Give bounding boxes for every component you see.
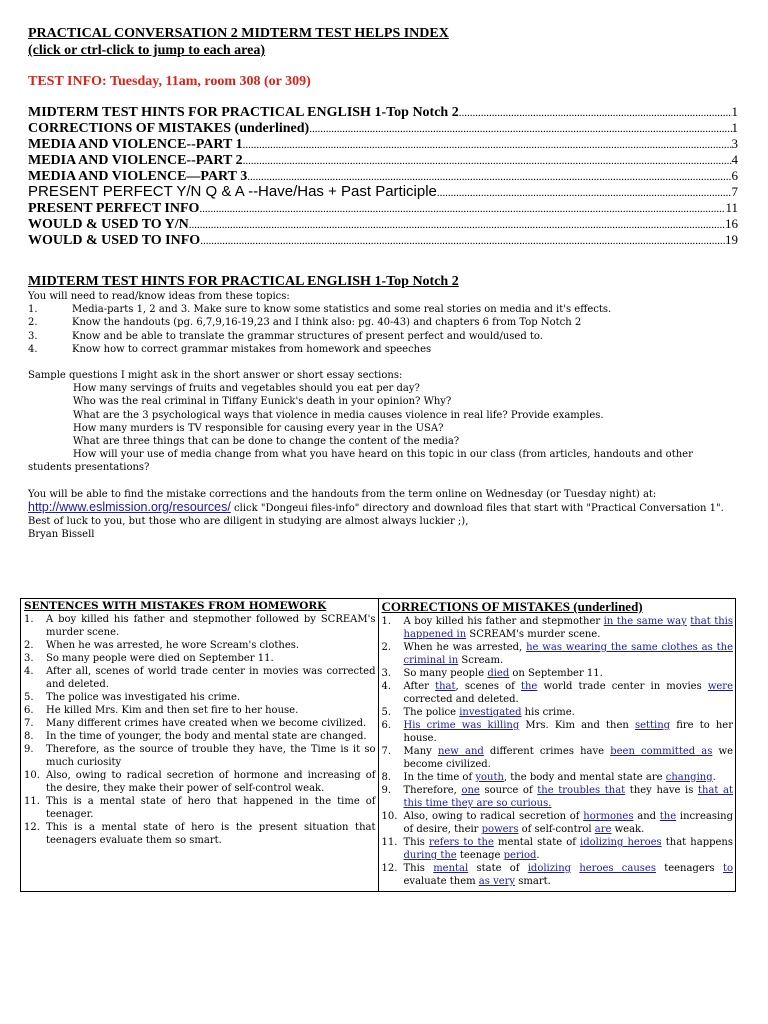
toc-label[interactable]: MEDIA AND VIOLENCE--PART 1 <box>28 137 243 152</box>
text-fragment: on September 11. <box>509 668 603 679</box>
mistake-item <box>24 704 376 717</box>
text-fragment: . <box>536 850 540 861</box>
mistake-text: When he was arrested, he wore Scream's clothes. <box>46 640 300 651</box>
closing-text: Best of luck to you, but those who are diligent in studying are almost always luckier ;), <box>28 516 469 528</box>
list-item <box>28 330 738 343</box>
toc-entry-would-info[interactable] <box>28 232 738 248</box>
corrected-phrase: investigated <box>459 707 522 718</box>
item-text: Know how to correct grammar mistakes from homework and speeches <box>72 343 432 355</box>
mistake-text: Therefore, as the source of trouble they have, the Time is it so much curiosity <box>46 744 376 768</box>
text-fragment: , scenes of <box>455 681 521 692</box>
toc-entry-hints[interactable] <box>28 104 738 120</box>
corrected-phrase: powers <box>481 824 519 835</box>
correction-text <box>404 745 734 771</box>
item-number: 1. <box>381 616 392 627</box>
mistake-item <box>24 821 376 847</box>
text-fragment: When he was arrested, <box>403 642 527 653</box>
corrected-phrase: been committed as <box>610 746 713 757</box>
corrected-phrase: that at this time they are so curious. <box>403 785 733 809</box>
signature: Bryan Bissell <box>28 529 95 541</box>
toc-leader <box>247 169 731 184</box>
toc-label[interactable]: PRESENT PERFECT Y/N Q & A --Have/Has + Past Participle <box>28 184 437 200</box>
corrected-phrase: died <box>487 668 510 679</box>
correction-item <box>382 836 734 862</box>
correction-item <box>382 641 734 667</box>
toc-entry-media-2[interactable] <box>28 152 738 168</box>
corrected-phrase: to <box>722 863 733 874</box>
text-fragment: . <box>712 772 716 783</box>
corrected-phrase: that this happened in <box>403 616 733 640</box>
hints-section <box>28 290 738 541</box>
sample-intro: Sample questions I might ask in the short answer or short essay sections: <box>28 370 403 382</box>
toc-leader <box>459 105 732 120</box>
toc-leader <box>309 121 731 136</box>
toc-entry-media-3[interactable] <box>28 168 738 184</box>
online-text: You will be able to find the mistake corrections and the handouts from the term online on Wednesday (or Tuesday night) at: <box>28 488 657 500</box>
mistake-text: In the time of younger, the body and mental state are changed. <box>46 731 367 742</box>
corrected-phrase: setting <box>634 720 671 731</box>
text-fragment: they have is <box>625 785 698 796</box>
hints-intro: You will need to read/know ideas from these topics: <box>28 291 290 302</box>
mistake-item <box>24 639 376 652</box>
toc-page: 3 <box>731 136 738 151</box>
mistake-text: This is a mental state of hero is the present situation that teenagers evaluate them so smart. <box>46 822 376 846</box>
item-number: 4. <box>381 681 392 692</box>
toc-label[interactable]: MIDTERM TEST HINTS FOR PRACTICAL ENGLISH 1-Top Notch 2 <box>28 105 459 120</box>
page-title: PRACTICAL CONVERSATION 2 MIDTERM TEST HELPS INDEX <box>28 26 449 41</box>
toc-label[interactable]: WOULD & USED TO Y/N <box>28 217 189 232</box>
correction-text <box>404 719 734 745</box>
text-fragment: fire to her house. <box>403 720 733 744</box>
mistake-item <box>24 665 376 691</box>
toc-entry-present-perfect-info[interactable] <box>28 200 738 216</box>
mistake-text: He killed Mrs. Kim and then set fire to her house. <box>46 705 299 716</box>
text-fragment: world trade center in movies <box>537 681 708 692</box>
corrected-phrase: the <box>659 811 677 822</box>
corrected-phrase: refers to the <box>429 837 494 848</box>
mistakes-list <box>24 613 376 847</box>
text-fragment: and <box>633 811 660 822</box>
correction-item <box>382 771 734 784</box>
toc-label[interactable]: MEDIA AND VIOLENCE--PART 2 <box>28 153 243 168</box>
hints-heading: MIDTERM TEST HINTS FOR PRACTICAL ENGLISH 1-Top Notch 2 <box>28 274 459 289</box>
item-number: 12. <box>24 822 40 833</box>
mistake-item <box>24 613 376 639</box>
mistake-text: The police was investigated his crime. <box>46 692 241 703</box>
toc-page: 1 <box>731 104 738 119</box>
correction-text <box>404 784 734 810</box>
corrections-list <box>382 615 734 888</box>
corrected-phrase: were <box>707 681 734 692</box>
question-item: What are three things that can be done to change the content of the media? <box>73 436 460 448</box>
item-text: Media-parts 1, 2 and 3. Make sure to know some statistics and some real stories on media and it's effects. <box>72 304 612 316</box>
correction-text <box>404 862 734 888</box>
toc-leader <box>243 137 732 152</box>
text-fragment: teenagers <box>655 863 723 874</box>
toc-leader <box>199 201 725 216</box>
question-item: How will your use of media change from what you have heard on this topic in our class (from articles, handouts and other students presentations? <box>28 449 693 474</box>
mistake-item <box>24 795 376 821</box>
text-fragment: In the time of <box>403 772 476 783</box>
text-fragment: So many people <box>403 668 488 679</box>
text-fragment: increasing of desire, their <box>403 811 733 835</box>
item-number: 1. <box>28 304 38 316</box>
text-fragment: corrected and deleted. <box>403 694 519 705</box>
corrected-phrase: the <box>520 681 538 692</box>
mistakes-heading: SENTENCES WITH MISTAKES FROM HOMEWORK <box>24 600 327 612</box>
correction-text <box>404 771 734 784</box>
item-number: 10. <box>381 811 398 822</box>
toc-entry-would-yn[interactable] <box>28 216 738 232</box>
mistake-text: After all, scenes of world trade center in movies was corrected and deleted. <box>46 666 376 690</box>
correction-text <box>404 615 734 641</box>
item-number: 8. <box>381 772 392 783</box>
correction-text <box>404 836 734 862</box>
question-item: Who was the real criminal in Tiffany Eunick's death in your opinion? Why? <box>73 396 452 408</box>
mistake-text: This is a mental state of hero that happened in the time of teenager. <box>46 796 376 820</box>
correction-item <box>382 706 734 719</box>
item-number: 4. <box>28 343 38 355</box>
corrected-phrase: in the same way <box>603 616 687 627</box>
question-item: What are the 3 psychological ways that violence in media causes violence in real life? Provide examples. <box>73 409 604 421</box>
text-fragment: A boy killed his father and stepmother <box>403 616 604 627</box>
item-number: 3. <box>24 653 34 664</box>
text-fragment: This <box>403 837 430 848</box>
corrections-heading: CORRECTIONS OF MISTAKES (underlined) <box>381 599 643 614</box>
item-number: 9. <box>24 744 34 755</box>
text-fragment: source of <box>479 785 538 796</box>
corrected-phrase: are <box>594 824 612 835</box>
corrected-phrase: during the <box>403 850 457 861</box>
toc-page: 19 <box>725 232 738 247</box>
question-item: How many servings of fruits and vegetables should you eat per day? <box>73 383 420 395</box>
corrected-phrase: idolizing <box>527 863 572 874</box>
corrected-phrase: new and <box>437 746 484 757</box>
correction-text <box>404 706 734 719</box>
toc-label[interactable]: CORRECTIONS OF MISTAKES (underlined) <box>28 121 310 136</box>
corrected-phrase: that <box>435 681 456 692</box>
corrected-phrase: heroes causes <box>579 863 656 874</box>
corrected-phrase: as very <box>478 876 516 887</box>
item-number: 2. <box>24 640 34 651</box>
text-fragment: SCREAM's murder scene. <box>466 629 601 640</box>
url-line <box>28 501 738 515</box>
item-number: 2. <box>28 317 38 329</box>
item-number: 3. <box>381 668 392 679</box>
mistake-text: Many different crimes have created when we become civilized. <box>46 718 367 729</box>
url-instructions: click "Dongeui files-info" directory and download files that start with "Practical Conversation 1". <box>230 502 724 514</box>
correction-item <box>382 680 734 706</box>
mistake-item <box>24 730 376 743</box>
corrected-phrase: youth <box>475 772 504 783</box>
text-fragment: This <box>403 863 434 874</box>
table-of-contents <box>28 104 738 248</box>
list-item <box>28 316 738 329</box>
toc-page: 6 <box>731 168 738 183</box>
question-item: How many murders is TV responsible for causing every year in the USA? <box>73 422 444 434</box>
text-fragment: of self-control <box>518 824 595 835</box>
correction-item <box>382 810 734 836</box>
corrections-column <box>378 599 736 892</box>
correction-item <box>382 719 734 745</box>
toc-entry-media-1[interactable] <box>28 136 738 152</box>
corrections-table <box>20 598 736 892</box>
correction-text <box>404 667 734 680</box>
mistake-text: So many people were died on September 11. <box>46 653 274 664</box>
toc-leader <box>437 185 732 200</box>
correction-text <box>404 810 734 836</box>
item-number: 1. <box>24 614 34 625</box>
item-number: 3. <box>28 330 38 342</box>
corrected-phrase: hormones <box>583 811 634 822</box>
text-fragment: Scream. <box>458 655 504 666</box>
mistake-item <box>24 769 376 795</box>
corrected-phrase: one <box>461 785 480 796</box>
text-fragment: After <box>403 681 436 692</box>
toc-page: 16 <box>725 216 738 231</box>
item-number: 5. <box>381 707 392 718</box>
toc-page: 4 <box>731 152 738 167</box>
corrected-phrase: His crime was killing <box>403 720 520 731</box>
toc-page: 1 <box>731 120 738 135</box>
toc-page: 7 <box>731 184 738 199</box>
document-page <box>28 26 738 541</box>
toc-entry-corrections[interactable] <box>28 120 738 136</box>
correction-item <box>382 667 734 680</box>
text-fragment: Also, owing to radical secretion of <box>403 811 584 822</box>
text-fragment: mental state of <box>493 837 581 848</box>
list-item <box>28 303 738 316</box>
item-number: 7. <box>381 746 392 757</box>
toc-page: 11 <box>725 200 738 215</box>
toc-entry-present-perfect-yn[interactable] <box>28 184 738 200</box>
correction-item <box>382 615 734 641</box>
test-info: TEST INFO: Tuesday, 11am, room 308 (or 309) <box>28 74 311 89</box>
mistake-text: Also, owing to radical secretion of hormone and increasing of the desire, they make their power of self-control weak. <box>46 770 376 794</box>
toc-label[interactable]: MEDIA AND VIOLENCE—PART 3 <box>28 169 248 184</box>
list-item <box>28 343 738 356</box>
item-number: 11. <box>24 796 40 807</box>
item-number: 5. <box>24 692 34 703</box>
item-number: 11. <box>381 837 398 848</box>
corrected-phrase: he was wearing the same clothes as the criminal in <box>403 642 733 666</box>
text-fragment: state of <box>468 863 528 874</box>
toc-leader <box>189 217 725 232</box>
correction-text <box>404 641 734 667</box>
corrected-phrase: changing <box>665 772 713 783</box>
text-fragment: evaluate them <box>403 876 479 887</box>
correction-item <box>382 784 734 810</box>
item-number: 2. <box>381 642 392 653</box>
item-text: Know the handouts (pg. 6,7,9,16-19,23 and I think also: pg. 40-43) and chapters 6 from Top Notch 2 <box>72 317 582 329</box>
corrected-phrase: the troubles that <box>537 785 626 796</box>
text-fragment: we become civilized. <box>403 746 734 770</box>
toc-label[interactable]: PRESENT PERFECT INFO <box>28 201 200 216</box>
item-number: 7. <box>24 718 34 729</box>
topics-list <box>28 303 738 356</box>
item-number: 9. <box>381 785 392 796</box>
text-fragment: his crime. <box>521 707 575 718</box>
corrected-phrase: idolizing heroes <box>580 837 662 848</box>
item-number: 6. <box>24 705 34 716</box>
text-fragment: Therefore, <box>403 785 462 796</box>
sample-questions <box>28 382 738 474</box>
resources-link[interactable]: http://www.eslmission.org/resources/ <box>28 499 231 514</box>
mistake-item <box>24 691 376 704</box>
text-fragment: different crimes have <box>483 746 611 757</box>
text-fragment: , the body and mental state are <box>503 772 666 783</box>
text-fragment: teenage <box>456 850 504 861</box>
text-fragment: smart. <box>515 876 551 887</box>
item-number: 6. <box>381 720 392 731</box>
mistake-item <box>24 743 376 769</box>
text-fragment: weak. <box>611 824 645 835</box>
toc-leader <box>243 153 732 168</box>
correction-item <box>382 862 734 888</box>
item-number: 8. <box>24 731 34 742</box>
correction-text <box>404 680 734 706</box>
toc-label[interactable]: WOULD & USED TO INFO <box>28 233 201 248</box>
item-number: 10. <box>24 770 40 781</box>
mistake-item <box>24 652 376 665</box>
mistake-item <box>24 717 376 730</box>
item-number: 12. <box>381 863 398 874</box>
correction-item <box>382 745 734 771</box>
mistake-text: A boy killed his father and stepmother followed by SCREAM's murder scene. <box>46 614 376 638</box>
text-fragment: Many <box>403 746 438 757</box>
page-subtitle: (click or ctrl-click to jump to each area) <box>28 43 266 58</box>
text-fragment: The police <box>403 707 460 718</box>
item-text: Know and be able to translate the grammar structures of present perfect and would/used to. <box>72 330 543 342</box>
text-fragment: Mrs. Kim and then <box>519 720 635 731</box>
corrected-phrase: mental <box>433 863 469 874</box>
text-fragment: that happens <box>661 837 733 848</box>
corrected-phrase: period <box>503 850 537 861</box>
mistakes-column <box>21 599 379 892</box>
toc-leader <box>200 233 725 248</box>
item-number: 4. <box>24 666 34 677</box>
